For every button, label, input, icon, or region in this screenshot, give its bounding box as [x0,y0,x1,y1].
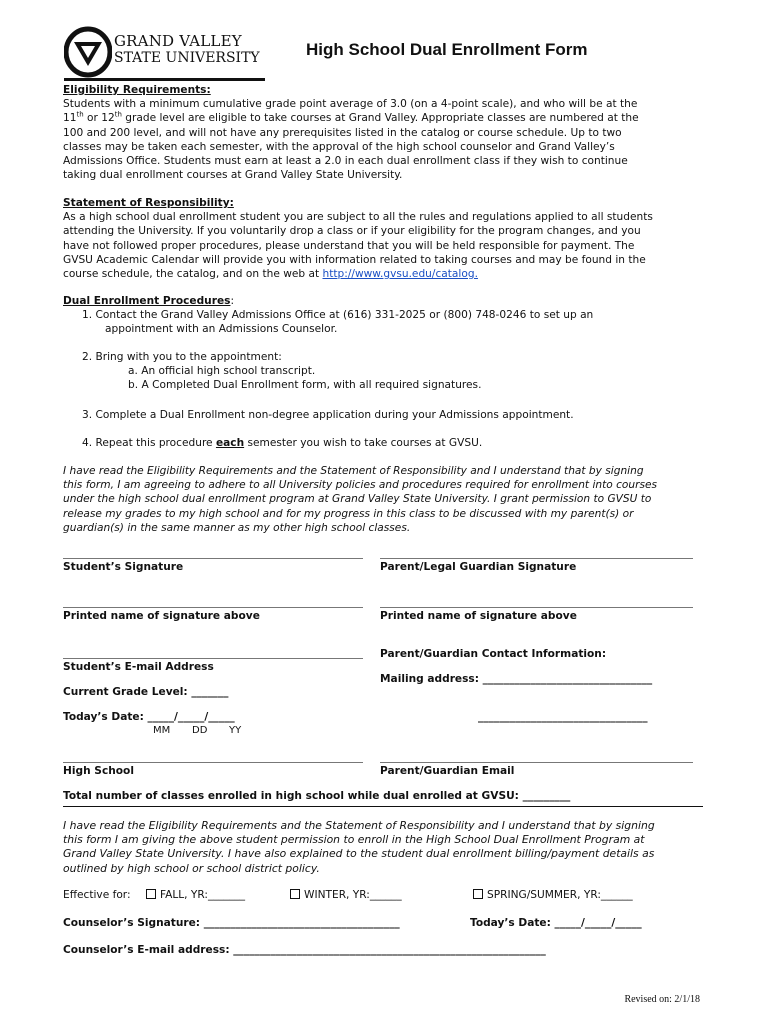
student-signature-label: Student’s Signature [63,561,184,573]
winter-checkbox[interactable]: WINTER, YR:______ [290,889,402,901]
counselor-signature-field[interactable]: Counselor’s Signature: _____________________________________ [63,917,400,929]
procedures-heading: Dual Enrollment Procedures [63,295,231,307]
responsibility-line: course schedule, the catalog, and on the web at http://www.gvsu.edu/catalog. [63,268,478,281]
gvsu-emblem-icon [64,26,112,78]
printed-name-right-line[interactable] [380,607,693,608]
logo-line1: GRAND VALLEY [114,32,242,50]
catalog-link[interactable]: http://www.gvsu.edu/catalog. [322,268,478,281]
effective-for-label: Effective for: [63,889,131,901]
eligibility-heading: Eligibility Requirements: [63,84,211,96]
printed-name-right-label: Printed name of signature above [380,610,577,622]
student-agreement: I have read the Eligibility Requirements and the Statement of Responsibility and I understand that by signing this form, I am agreeing to adhere to all University policies and procedures required for enrollment into courses under the high school dual enrollment program at Grand Valley State University. I grant permission to GVSU to release my grades to my high school and for my progress in this class to be discussed with my parent(s) or guardian(s) in the same manner as my other high school classes. [63,465,658,534]
procedures-heading-row: Dual Enrollment Procedures: [63,295,235,307]
responsibility-line: GVSU Academic Calendar will provide you with information related to taking courses and may be found in the [63,253,646,266]
logo-line2: STATE UNIVERSITY [114,50,260,66]
responsibility-line: attending the University. If you voluntarily drop a class or if your eligibility for the program changes, and you [63,225,641,238]
student-signature-line[interactable] [63,558,363,559]
parent-signature-line[interactable] [380,558,693,559]
printed-name-left-label: Printed name of signature above [63,610,260,622]
eligibility-line: Admissions Office. Students must earn at least a 2.0 in each dual enrollment class if they wish to continue [63,155,628,168]
eligibility-line: taking dual enrollment courses at Grand Valley State University. [63,169,403,182]
gvsu-logo [64,26,264,78]
responsibility-heading: Statement of Responsibility: [63,197,234,209]
mailing-address-field[interactable]: Mailing address: ________________________________ [380,673,653,685]
eligibility-section [63,83,703,182]
counselor-date-field[interactable]: Today’s Date: _____/_____/_____ [470,917,642,929]
high-school-line[interactable] [63,762,363,763]
winter-checkbox-box[interactable] [290,889,300,899]
responsibility-section [63,196,703,281]
parent-email-line[interactable] [380,762,693,763]
date-mm-label: MM [153,725,171,736]
procedure-item-2: 2. Bring with you to the appointment: a. An official high school transcript. b. A Completed Dual Enrollment form, with all required signatures. [82,351,482,392]
eligibility-line: classes may be taken each semester, with the approval of the high school counselor and Grand Valley’s [63,140,615,153]
parent-contact-label: Parent/Guardian Contact Information: [380,648,607,660]
eligibility-line: 11th or 12th grade level are eligible to take courses at Grand Valley. Appropriate classes are numbered at the [63,110,639,125]
student-email-label: Student’s E-mail Address [63,661,214,673]
spring-summer-checkbox-box[interactable] [473,889,483,899]
responsibility-line: As a high school dual enrollment student you are subject to all the rules and regulations applied to all students [63,211,653,224]
parent-email-label: Parent/Guardian Email [380,765,515,777]
counselor-email-field[interactable]: Counselor’s E-mail address: ___________________________________________________________ [63,944,546,956]
total-classes-field[interactable]: Total number of classes enrolled in high school while dual enrolled at GVSU: _________ [63,790,571,802]
responsibility-line: have not followed proper procedures, please understand that you will be held responsible for payment. The [63,239,635,252]
printed-name-left-line[interactable] [63,607,363,608]
date-yy-label: YY [229,725,242,736]
address-line-2[interactable]: ________________________________ [478,711,648,723]
eligibility-line: 100 and 200 level, and will not have any prerequisites listed in the catalog or course schedule. Up to two [63,126,622,139]
todays-date-field[interactable]: Today’s Date: _____/_____/_____ [63,711,235,723]
spring-summer-checkbox[interactable]: SPRING/SUMMER, YR:______ [473,889,633,901]
revised-date: Revised on: 2/1/18 [624,994,700,1005]
date-dd-label: DD [192,725,208,736]
parent-signature-label: Parent/Legal Guardian Signature [380,561,577,573]
fall-checkbox[interactable]: FALL, YR:_______ [146,889,245,901]
procedure-item-1: 1. Contact the Grand Valley Admissions Office at (616) 331-2025 or (800) 748-0246 to set up an appointment with an Admissions Counselor. [82,309,594,336]
section-divider [63,806,703,807]
page-title: High School Dual Enrollment Form [306,40,588,59]
procedure-item-3: 3. Complete a Dual Enrollment non-degree application during your Admissions appointment. [82,409,574,421]
eligibility-line: Students with a minimum cumulative grade point average of 3.0 (on a 4-point scale), and who will be at the [63,98,638,111]
grade-level-field[interactable]: Current Grade Level: _______ [63,686,229,698]
high-school-label: High School [63,765,134,777]
student-email-line[interactable] [63,658,363,659]
fall-checkbox-box[interactable] [146,889,156,899]
procedure-item-4: 4. Repeat this procedure each semester you wish to take courses at GVSU. [82,437,483,449]
counselor-agreement: I have read the Eligibility Requirements and the Statement of Responsibility and I understand that by signing this form I am giving the above student permission to enroll in the High School Dual Enrollment Program at Grand Valley State University. I have also explained to the student dual enrollment billing/payment details as outlined by high school or school district policy. [63,819,655,875]
logo-rule [64,78,265,81]
